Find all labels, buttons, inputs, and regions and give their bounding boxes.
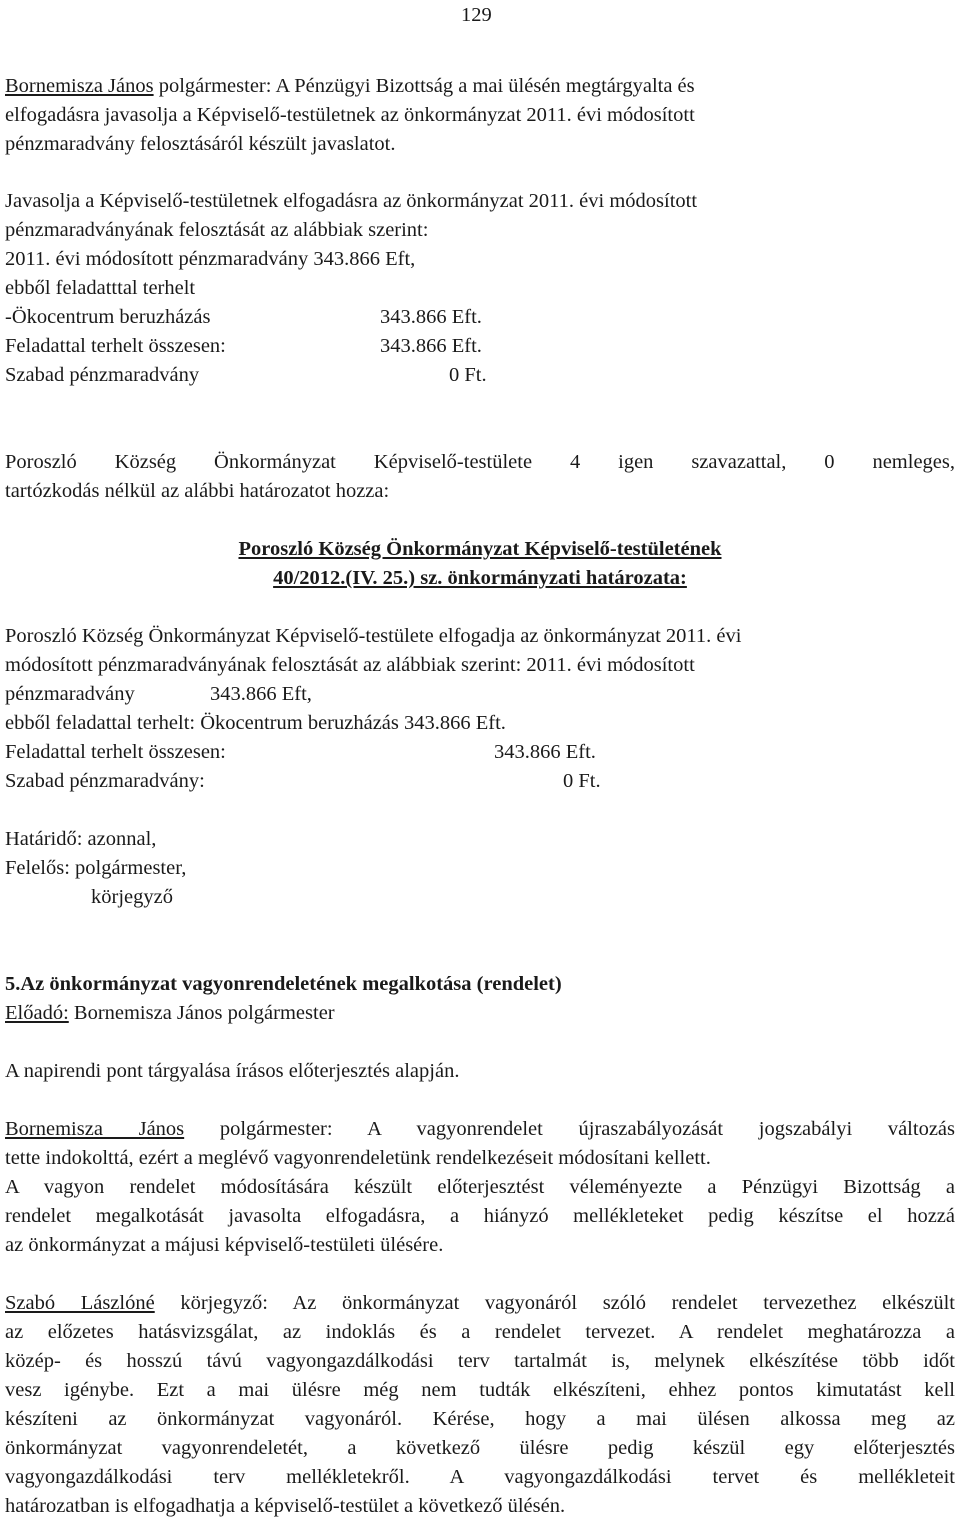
allocation-label: Feladattal terhelt összesen: <box>5 741 226 763</box>
paragraph-line: tette indokolttá, ezért a meglévő vagyonrendeletünk rendelkezéseit módosítani kellett. <box>5 1147 711 1169</box>
speaker-name: Szabó Lászlóné <box>5 1292 155 1314</box>
paragraph-line: önkormányzat vagyonrendeletét, a következő ülésre pedig készül egy előterjesztés <box>5 1437 955 1459</box>
allocation-label: Szabad pénzmaradvány: <box>5 770 205 792</box>
speaker-name: Bornemisza János <box>5 1118 185 1140</box>
allocation-value: 0 Ft. <box>449 364 487 386</box>
vote-line: tartózkodás nélkül az alábbi határozatot hozza: <box>5 480 390 502</box>
agenda-item-heading: 5.Az önkormányzat vagyonrendeletének megalkotása (rendelet) <box>5 973 562 995</box>
allocation-value: 343.866 Eft. <box>380 335 482 357</box>
paragraph-line: határozatban is elfogadhatja a képviselő-testület a következő ülésén. <box>5 1495 566 1517</box>
paragraph-line: vesz igénybe. Ezt a mai ülésre még nem tudták elkészíteni, ehhez pontos kimutatást kell <box>5 1379 955 1401</box>
allocation-value: 343.866 Eft, <box>210 683 312 705</box>
allocation-label: pénzmaradvány <box>5 683 135 705</box>
paragraph-line: az önkormányzat a májusi képviselő-testületi ülésére. <box>5 1234 444 1256</box>
responsible: Felelős: polgármester, <box>5 857 187 879</box>
responsible-secondary: körjegyző <box>91 886 173 908</box>
text-span: polgármester: A Pénzügyi Bizottság a mai ülésén megtárgyalta és <box>153 75 695 97</box>
speaker-name: Bornemisza János <box>5 75 154 97</box>
deadline: Határidő: azonnal, <box>5 828 157 850</box>
paragraph-line: pénzmaradványának felosztását az alábbiak szerint: <box>5 219 429 241</box>
paragraph-line: közép- és hosszú távú vagyongazdálkodási terv tartalmát is, melynek elkészítése több időt <box>5 1350 955 1372</box>
paragraph-line: vagyongazdálkodási terv mellékletekről. A vagyongazdálkodási tervet és mellékleteit <box>5 1466 955 1488</box>
allocation-value: 0 Ft. <box>563 770 601 792</box>
paragraph-line: pénzmaradvány felosztásáról készült javaslatot. <box>5 133 396 155</box>
vote-line: Poroszló Község Önkormányzat Képviselő-testülete 4 igen szavazattal, 0 nemleges, <box>5 451 955 473</box>
paragraph-line: 2011. évi módosított pénzmaradvány 343.866 Eft, <box>5 248 416 270</box>
allocation-value: 343.866 Eft. <box>494 741 596 763</box>
paragraph-line: módosított pénzmaradványának felosztását az alábbiak szerint: 2011. évi módosított <box>5 654 695 676</box>
allocation-label: -Ökocentrum beruzházás <box>5 306 211 328</box>
allocation-label: Szabad pénzmaradvány <box>5 364 200 386</box>
text-span: körjegyző: Az önkormányzat vagyonáról szóló rendelet tervezethez elkészült <box>154 1292 956 1314</box>
text-span: polgármester: A vagyonrendelet újraszabályozását jogszabályi változás <box>184 1118 955 1140</box>
paragraph-line: A vagyon rendelet módosítására készült előterjesztést véleményezte a Pénzügyi Bizottság a <box>5 1176 955 1198</box>
resolution-title: Poroszló Község Önkormányzat Képviselő-testületének <box>238 538 722 560</box>
presenter-name: Bornemisza János polgármester <box>68 1002 335 1024</box>
paragraph-line: készíteni az önkormányzat vagyonáról. Kérése, hogy a mai ülésen alkossa meg az <box>5 1408 955 1430</box>
paragraph-line: Poroszló Község Önkormányzat Képviselő-testülete elfogadja az önkormányzat 2011. évi <box>5 625 742 647</box>
allocation-label: Feladattal terhelt összesen: <box>5 335 226 357</box>
paragraph-line <box>5 1289 955 1318</box>
allocation-value: 343.866 Eft. <box>380 306 482 328</box>
paragraph-line: elfogadásra javasolja a Képviselő-testületnek az önkormányzat 2011. évi módosított <box>5 104 695 126</box>
paragraph-line <box>5 1115 955 1144</box>
paragraph-line: Javasolja a Képviselő-testületnek elfogadásra az önkormányzat 2011. évi módosított <box>5 190 698 212</box>
paragraph-line: az előzetes hatásvizsgálat, az indoklás és a rendelet tervezet. A rendelet meghatározza a <box>5 1321 955 1343</box>
resolution-number: 40/2012.(IV. 25.) sz. önkormányzati határozata: <box>273 567 687 589</box>
page-number: 129 <box>461 4 492 26</box>
presenter-line <box>5 999 335 1028</box>
paragraph-line: A napirendi pont tárgyalása írásos előterjesztés alapján. <box>5 1060 460 1082</box>
paragraph-line: ebből feladatttal terhelt <box>5 277 196 299</box>
paragraph-line: ebből feladattal terhelt: Ökocentrum beruzházás 343.866 Eft. <box>5 712 506 734</box>
paragraph-line <box>5 72 695 101</box>
presenter-label: Előadó: <box>5 1002 69 1024</box>
paragraph-line: rendelet megalkotását javasolta elfogadásra, a hiányzó mellékleteket pedig készítse el hozzá <box>5 1205 955 1227</box>
